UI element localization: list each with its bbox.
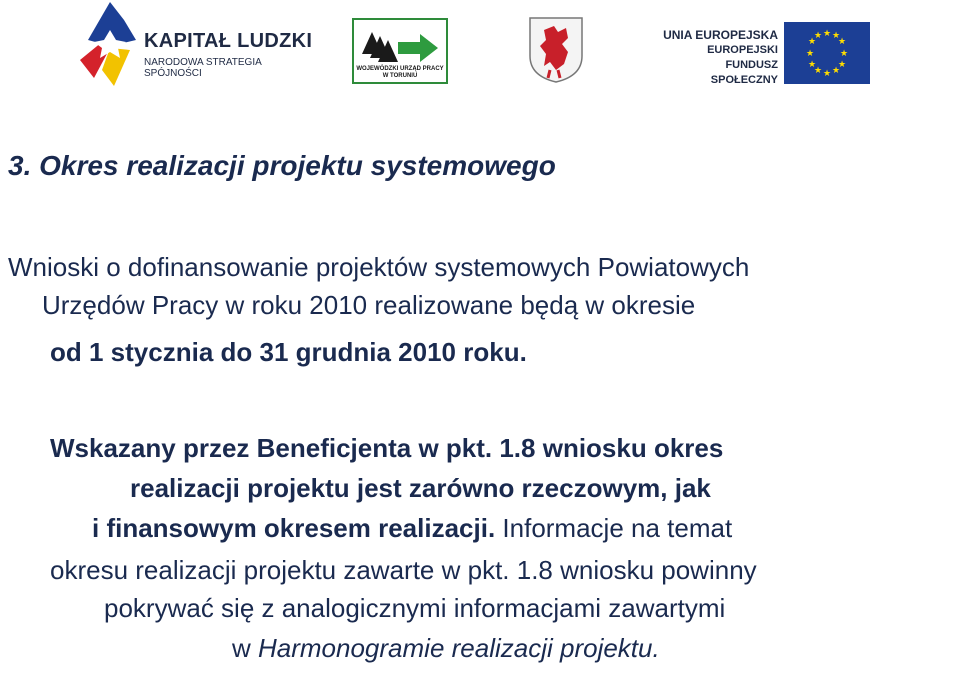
coat-of-arms-logo xyxy=(528,16,584,84)
eu-text-line2: EUROPEJSKI xyxy=(707,44,778,56)
paragraph1-line1: Wnioski o dofinansowanie projektów systemowych Powiatowych xyxy=(8,252,750,282)
wup-label-line1: WOJEWÓDZKI URZĄD PRACY xyxy=(356,66,444,72)
svg-text:★: ★ xyxy=(813,31,823,41)
slide-title: 3. Okres realizacji projektu systemowego xyxy=(8,150,556,181)
kapital-ludzki-subtitle: NARODOWA STRATEGIA SPÓJNOŚCI xyxy=(144,57,262,79)
svg-text:★: ★ xyxy=(837,60,847,70)
paragraph2-line3 xyxy=(92,513,732,544)
svg-text:★: ★ xyxy=(839,49,849,59)
paragraph2-line2: realizacji projektu jest zarówno rzeczowym, jak xyxy=(130,473,711,503)
svg-text:★: ★ xyxy=(831,66,841,76)
svg-text:★: ★ xyxy=(813,66,823,76)
paragraph2-line6 xyxy=(232,633,660,664)
eu-flag-icon xyxy=(784,22,870,84)
paragraph2-line4: okresu realizacji projektu zawarte w pkt. 1.8 wniosku powinny xyxy=(50,555,757,585)
harmonogram-reference: Harmonogramie realizacji projektu. xyxy=(258,633,660,663)
svg-text:★: ★ xyxy=(807,37,817,47)
kapital-ludzki-star-icon xyxy=(80,0,140,90)
paragraph2-line1: Wskazany przez Beneficjenta w pkt. 1.8 wniosku okres xyxy=(50,433,724,463)
svg-text:★: ★ xyxy=(831,31,841,41)
svg-text:★: ★ xyxy=(822,69,832,79)
eu-text-line1: UNIA EUROPEJSKA xyxy=(663,28,778,42)
paragraph2-line5: pokrywać się z analogicznymi informacjami zawartymi xyxy=(104,593,726,623)
paragraph2-line6-pre: w xyxy=(232,633,258,663)
kapital-ludzki-logo xyxy=(80,0,320,90)
wup-label-line2: W TORUNIU xyxy=(382,73,418,79)
svg-text:★: ★ xyxy=(837,37,847,47)
svg-text:★: ★ xyxy=(807,60,817,70)
kapital-ludzki-title: KAPITAŁ LUDZKI xyxy=(144,30,313,52)
svg-text:★: ★ xyxy=(805,49,815,59)
griffin-coat-of-arms-icon xyxy=(528,16,584,84)
paragraph1-line3: od 1 stycznia do 31 grudnia 2010 roku. xyxy=(50,337,527,367)
eu-text-line3: FUNDUSZ SPOŁECZNY xyxy=(710,59,778,86)
wup-torun-logo xyxy=(352,18,448,84)
logo-bar xyxy=(0,0,960,100)
paragraph2-line3-rest: Informacje na temat xyxy=(495,513,733,543)
svg-text:★: ★ xyxy=(822,29,832,39)
eu-logo xyxy=(658,22,870,84)
paragraph1-line2: Urzędów Pracy w roku 2010 realizowane będą w okresie xyxy=(42,290,696,320)
paragraph2-line3-bold: i finansowym okresem realizacji. xyxy=(92,513,496,543)
